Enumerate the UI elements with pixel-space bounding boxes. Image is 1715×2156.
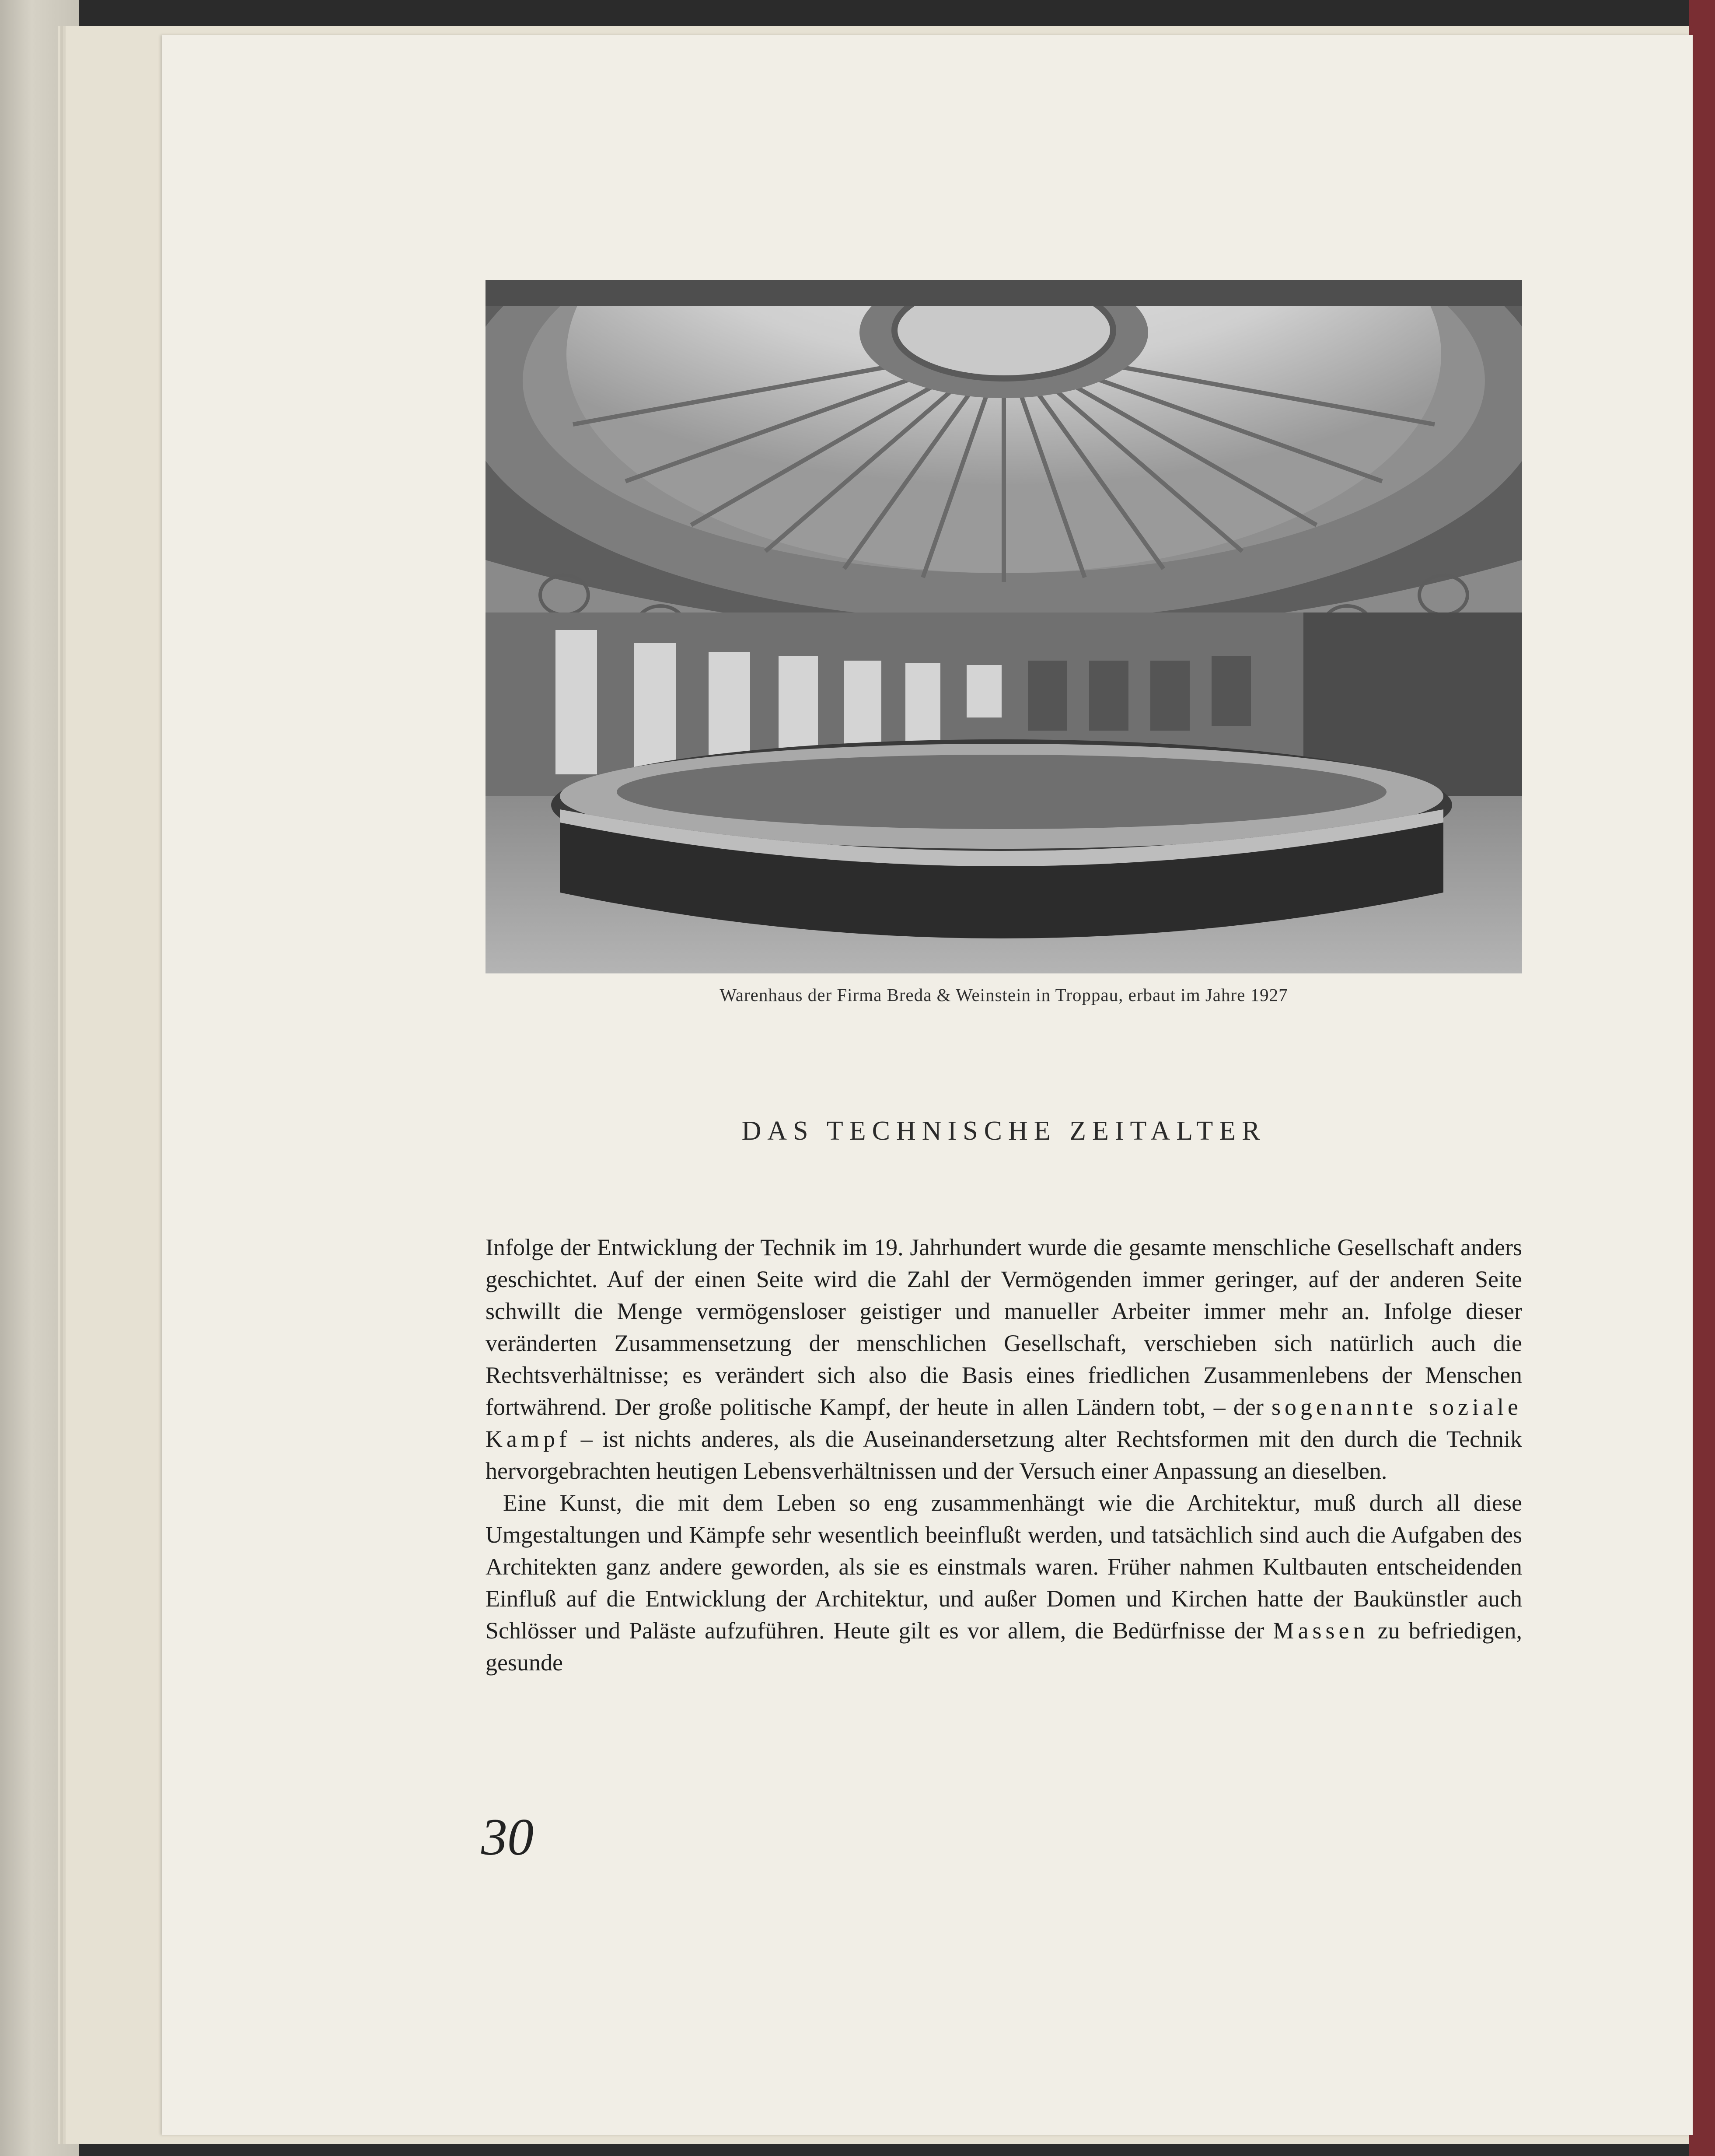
book-page [162, 35, 1693, 2135]
paragraph-1-emphasis: sogenannte soziale Kampf [486, 1394, 1522, 1452]
chapter-heading: DAS TECHNISCHE ZEITALTER [741, 1116, 1266, 1146]
cover-edge [1689, 0, 1715, 2156]
paragraph-2-text-b: zu befriedigen, gesunde [486, 1617, 1523, 1676]
paragraph-1 [486, 1232, 1522, 1487]
body-text [486, 1232, 1522, 1679]
paragraph-2-emphasis: Massen [1273, 1617, 1369, 1644]
paragraph-2 [486, 1487, 1522, 1679]
page-number: 30 [481, 1808, 534, 1866]
dome-photograph [486, 280, 1522, 973]
paragraph-1-text-b: – ist nichts anderes, als die Auseinandersetzung alter Rechtsformen mit den durch die Technik hervorgebrachten heutigen Lebensverhältnissen und der Versuch einer Anpassung an dieselben. [486, 1426, 1522, 1484]
paragraph-2-text-a: Eine Kunst, die mit dem Leben so eng zusammenhängt wie die Architektur, muß durch all diese Umgestaltungen und Kämpfe sehr wesentlich beeinflußt werden, und tatsächlich sind auch die Aufgaben des Architekten ganz andere geworden, als sie es einstmals waren. Früher nahmen Kultbauten entscheidenden Einfluß auf die Entwicklung der Architektur, und außer Domen und Kirchen hatte der Baukünstler auch Schlösser und Paläste aufzuführen. Heute gilt es vor allem, die Bedürfnisse der [486, 1490, 1522, 1644]
paragraph-1-text-a: Infolge der Entwicklung der Technik im 19. Jahrhundert wurde die gesamte menschliche Gesellschaft anders geschichtet. Auf der einen Seite wird die Zahl der Vermögenden immer geringer, auf der anderen Seite schwillt die Menge vermögensloser geistiger und manueller Arbeiter immer mehr an. Infolge dieser veränderten Zusammensetzung der menschlichen Gesellschaft, verschieben sich natürlich auch die Rechtsverhältnisse; es verändert sich also die Basis eines friedlichen Zusammenlebens der Menschen fortwährend. Der große politische Kampf, der heute in allen Ländern tobt, – der [486, 1234, 1522, 1420]
figure-caption: Warenhaus der Firma Breda & Weinstein in Troppau, erbaut im Jahre 1927 [720, 985, 1288, 1005]
